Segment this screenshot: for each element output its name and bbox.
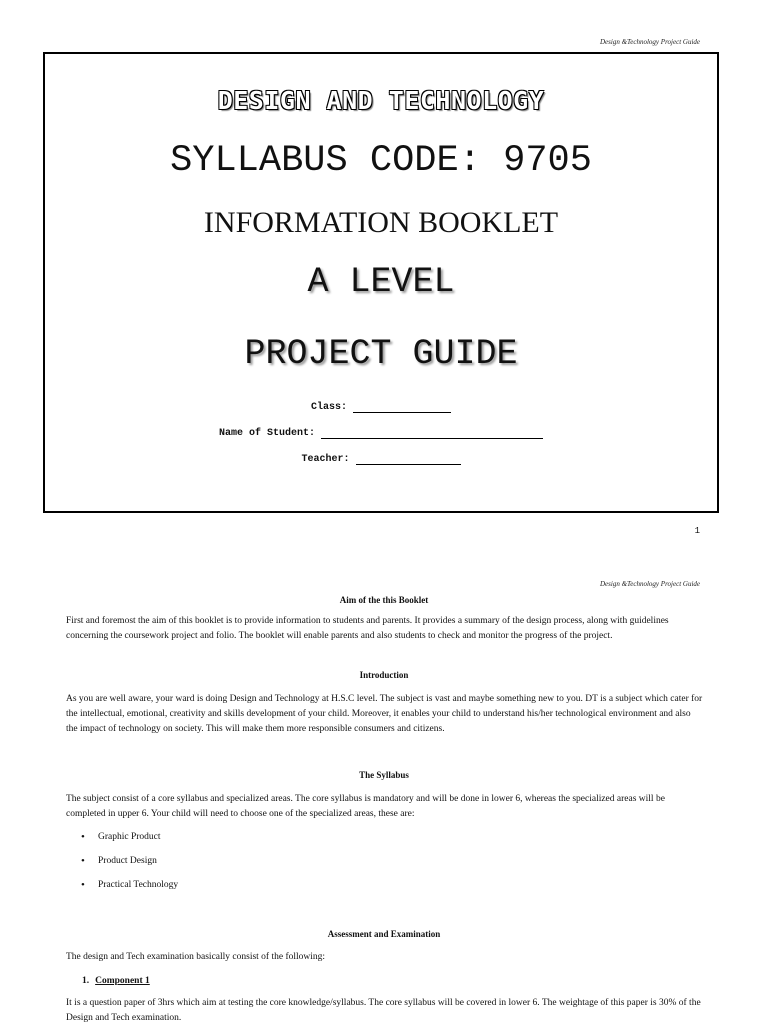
introduction-paragraph: As you are well aware, your ward is doing Design and Technology at H.S.C level. The subject is vast and maybe something new to you. DT is a subject which cater for the intellectual, emotional, creativity and skills development of your child. Moreover, it enables your child to understand his/her technological environment and also the impact of technology on society. This will make them more responsible consumers and citizens. [66, 694, 703, 734]
class-label: Class: [310, 402, 347, 413]
student-name-blank[interactable] [321, 428, 543, 439]
cover-box [43, 52, 719, 513]
component-1-heading [82, 976, 150, 986]
teacher-label: Teacher: [301, 454, 350, 465]
cover-title: DESIGN AND TECHNOLOGY [217, 86, 545, 115]
syllabus-code: SYLLABUS CODE: 9705 [170, 140, 592, 182]
component-number: 1. [82, 976, 90, 986]
aim-heading: Aim of the this Booklet [339, 595, 429, 605]
class-blank[interactable] [353, 402, 451, 413]
syllabus-paragraph: The subject consist of a core syllabus and specialized areas. The core syllabus is mandatory and will be done in lower 6, whereas the specialized areas will be completed in upper 6. Your child will need to choose one of the specialized areas, these are: [66, 794, 665, 819]
aim-paragraph: First and foremost the aim of this booklet is to provide information to students and parents. It provides a summary of the design process, along with guidelines concerning the coursework project and folio. The booklet will enable parents and also students to check and monitor the progress of the project. [66, 616, 669, 641]
list-item: • Practical Technology [81, 878, 178, 902]
assessment-paragraph: The design and Tech examination basically consist of the following: [66, 952, 326, 962]
specialized-areas-list [81, 830, 178, 902]
component-1-paragraph: It is a question paper of 3hrs which aim at testing the core knowledge/syllabus. The core syllabus will be covered in lower 6. The weightage of this paper is 30% of the Design and Tech examination. [66, 998, 701, 1023]
project-guide-title: PROJECT GUIDE [244, 334, 518, 374]
syllabus-heading: The Syllabus [359, 770, 409, 780]
list-item: • Graphic Product [81, 830, 178, 854]
page-number: 1 [694, 526, 700, 536]
student-name-label: Name of Student: [218, 428, 315, 439]
running-header: Design &Technology Project Guide [600, 38, 700, 46]
teacher-blank[interactable] [356, 454, 461, 465]
student-name-field [45, 428, 717, 439]
booklet-subtitle: INFORMATION BOOKLET [203, 206, 559, 239]
teacher-field [45, 454, 717, 465]
assessment-heading: Assessment and Examination [327, 929, 441, 939]
list-item: • Product Design [81, 854, 178, 878]
running-header-page2: Design &Technology Project Guide [600, 580, 700, 588]
class-field [45, 402, 717, 413]
introduction-heading: Introduction [359, 670, 409, 680]
component-title: Component 1 [95, 976, 150, 986]
level-title: A LEVEL [307, 262, 455, 302]
